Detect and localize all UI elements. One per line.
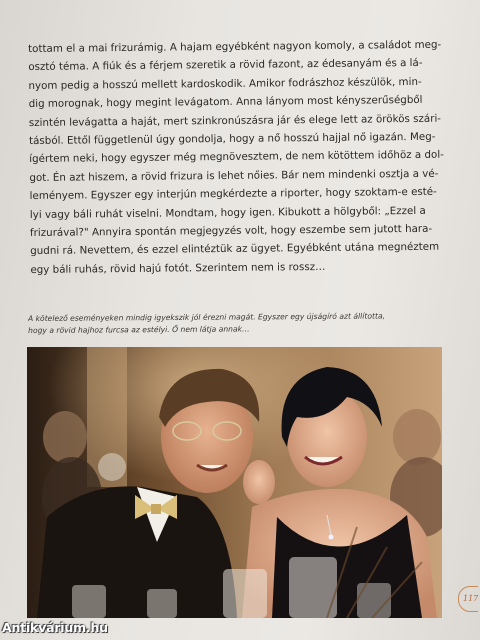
article-line: osztó téma. A fiúk és a férjem szeretik a rövid fazont, az édesanyám és a lá- <box>28 57 423 74</box>
caption-line: hogy a rövid hajhoz furcsa az estélyi. Ő nem látja annak… <box>28 323 250 335</box>
article-line: leményem. Egyszer egy interjún megkérdezte a riporter, hogy szoktam-e esté- <box>29 185 437 203</box>
article-line: dig morognak, hogy megint levágatom. Anna lányom most kényszerűségből <box>28 94 423 111</box>
article-line: tottam el a mai frizurámig. A hajam egyébként nagyon komoly, a családot meg- <box>28 38 442 55</box>
photo-caption <box>28 310 448 336</box>
event-photo <box>27 347 442 618</box>
article-line: tásból. Ettől függetlenül úgy gondolja, hogy a nő hosszú hajjal nő igazán. Meg- <box>28 130 436 148</box>
caption-line: A kötelező eseményeken mindig igyekszik jól érezni magát. Egyszer egy újságíró azt állította, <box>28 311 386 323</box>
article-line: frizurával?" Annyira spontán megjegyzés volt, hogy eszembe sem jutott hara- <box>29 222 433 240</box>
article-body <box>28 36 448 280</box>
article-line: got. Én azt hiszem, a rövid frizura is lehet nőies. Bár nem mindenki osztja a vé- <box>29 167 439 184</box>
article-line: gudni rá. Nevettem, és ezzel elintéztük az ügyet. Egyébként utána megnéztem <box>30 241 440 258</box>
page-number: 117 <box>458 586 478 612</box>
article-line: lyi vagy báli ruhát viselni. Mondtam, hogy igen. Kibukott a hölgyből: „Ezzel a <box>29 204 426 221</box>
article-line: nyom pedig a hosszú mellett kardoskodik. Amikor fodrászhoz készülök, min- <box>28 75 422 92</box>
article-line: szintén levágatta a haját, mert szinkronúszásra jár és elege lett az örökös szári- <box>28 112 442 129</box>
watermark-logo: Antikvárium.hu <box>2 620 108 635</box>
article-line: egy báli ruhás, rövid hajú fotót. Szerintem nem is rossz… <box>30 260 326 276</box>
article-line: ígértem neki, hogy egyszer még megnövesztem, de nem kötöttem időhöz a dol- <box>29 149 444 166</box>
